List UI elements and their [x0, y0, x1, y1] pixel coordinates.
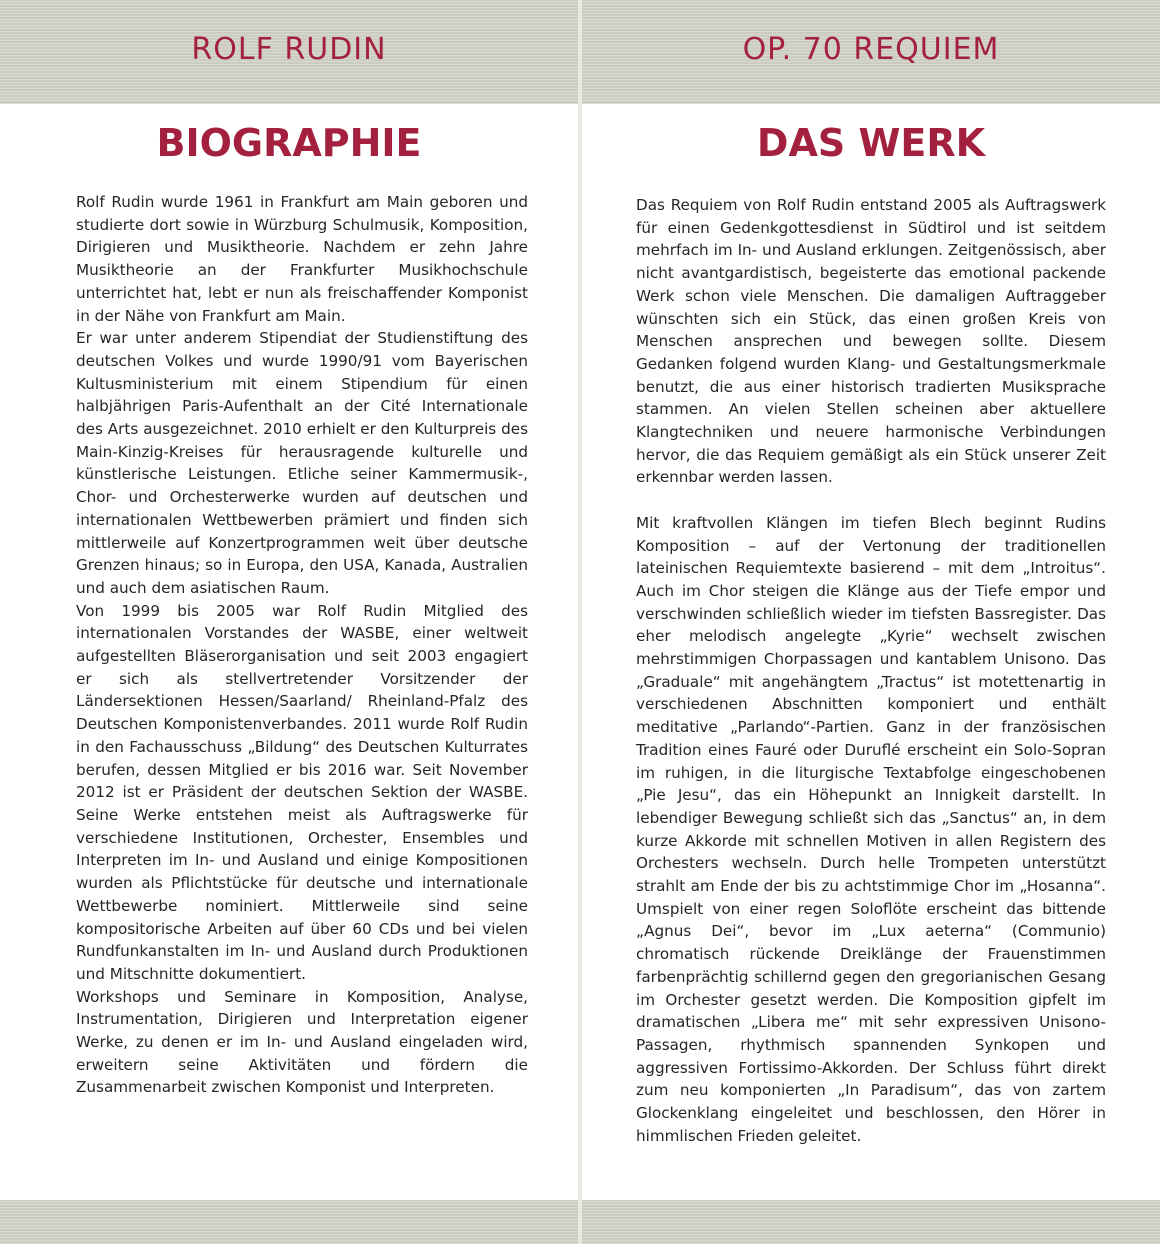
paragraph: Rolf Rudin wurde 1961 in Frankfurt am Main geboren und studierte dort sowie in Würzburg Schulmusik, Komposition, Dirigieren und Musiktheorie. Nachdem er zehn Jahre Musiktheorie an der Frankfurter Musikhochschule unterrichtet hat, lebt er nun als freischaffender Komponist in der Nähe von Frankfurt am Main. [76, 193, 528, 325]
bottom-band [582, 1200, 1160, 1244]
biography-text [76, 191, 528, 1099]
section-title-biographie: BIOGRAPHIE [156, 121, 422, 165]
work-description-text [636, 194, 1106, 1148]
running-head-left: ROLF RUDIN [191, 32, 387, 67]
right-page [582, 0, 1160, 1244]
paragraph: Das Requiem von Rolf Rudin entstand 2005 als Auftragswerk für einen Gedenkgottesdienst in Südtirol und ist seitdem mehrfach im In- und Ausland erklungen. Zeitgenössisch, aber nicht avantgardistisch, begeisterte das emotional packende Werk schon viele Menschen. Die damaligen Auftraggeber wünschten sich ein Stück, das einen großen Kreis von Menschen ansprechen und bewegen sollte. Diesem Gedanken folgend wurden Klang- und Gestaltungsmerkmale benutzt, die aus einer historisch tradierten Musiksprache stammen. An vielen Stellen scheinen aber aktuellere Klangtechniken und neuere harmonische Verbindungen hervor, die das Requiem gemäßigt als ein Stück unserer Zeit erkennbar werden lassen. [636, 196, 1106, 487]
top-band [0, 0, 578, 104]
paragraph: Workshops und Seminare in Komposition, Analyse, Instrumentation, Dirigieren und Interpretation eigener Werke, zu denen er im In- und Ausland eingeladen wird, erweitern seine Aktivitäten und fördern die Zusammenarbeit zwischen Komponist und Interpreten. [76, 987, 528, 1097]
bottom-band [0, 1200, 578, 1244]
left-page [0, 0, 578, 1244]
paragraph: Er war unter anderem Stipendiat der Studienstiftung des deutschen Volkes und wurde 1990/91 vom Bayerischen Kultusministerium mit einem Stipendium für einen halbjährigen Paris-Aufenthalt an der Cité Internationale des Arts ausgezeichnet. 2010 erhielt er den Kulturpreis des Main-Kinzig-Kreises für herausragende kulturelle und künstlerische Leistungen. Etliche seiner Kammermusik-, Chor- und Orchesterwerke wurden auf deutschen und internationalen Wettbewerben prämiert und finden sich mittlerweile auf Konzertprogrammen weit über deutsche Grenzen hinaus; so in Europa, den USA, Kanada, Australien und auch dem asiatischen Raum. [76, 329, 528, 597]
section-title-das-werk: DAS WERK [756, 121, 986, 165]
top-band [582, 0, 1160, 104]
paragraph: Mit kraftvollen Klängen im tiefen Blech beginnt Rudins Komposition – auf der Vertonung der traditionellen lateinischen Requiemtexte basierend – mit dem „Introitus“. Auch im Chor steigen die Klänge aus der Tiefe empor und verschwinden schließlich wieder im tiefsten Bassregister. Das eher melodisch angelegte „Kyrie“ wechselt zwischen mehrstimmigen Chorpassagen und kantablem Unisono. Das „Graduale“ mit angehängtem „Tractus“ ist motettenartig in verschiedenen Abschnitten komponiert und enthält meditative „Parlando“-Partien. Ganz in der französischen Tradition eines Fauré oder Duruflé erscheint ein Solo-Sopran im ruhigen, in die liturgische Textabfolge eingeschobenen „Pie Jesu“, das ein Höhepunkt an Innigkeit darstellt. In lebendiger Bewegung schließt sich das „Sanctus“ an, in dem kurze Akkorde mit schnellen Motiven in allen Registern des Orchesters wechseln. Durch helle Trompeten unterstützt strahlt am Ende der bis zu achtstimmige Chor im „Hosanna“. Umspielt von einer regen Soloflöte erscheint das bittende „Agnus Dei“, bevor im „Lux aeterna“ (Communio) chromatisch rückende Dreiklänge der Frauenstimmen farbenprächtig schillernd gegen den gregorianischen Gesang im Orchester gesetzt werden. Die Komposition gipfelt im dramatischen „Libera me“ mit sehr expressiven Unisono-Passagen, rhythmisch spannenden Synkopen und aggressiven Fortissimo-Akkorden. Der Schluss führt direkt zum neu komponierten „In Paradisum“, das von zartem Glockenklang eingeleitet und beschlossen, den Hörer in himmlischen Frieden geleitet. [636, 513, 1106, 1145]
running-head-right: OP. 70 REQUIEM [742, 32, 1000, 67]
paragraph: Von 1999 bis 2005 war Rolf Rudin Mitglied des internationalen Vorstandes der WASBE, einer weltweit aufgestellten Bläserorganisation und seit 2003 engagiert er sich als stellvertretender Vorsitzender der Ländersektionen Hessen/Saarland/ Rheinland-Pfalz des Deutschen Komponistenverbandes. 2011 wurde Rolf Rudin in den Fachausschuss „Bildung“ des Deutschen Kulturrates berufen, dessen Mitglied er bis 2016 war. Seit November 2012 ist er Präsident der deutschen Sektion der WASBE. Seine Werke entstehen meist als Auftragswerke für verschiedene Institutionen, Orchester, Ensembles und Interpreten im In- und Ausland und einige Kompositionen wurden als Pflichtstücke für deutsche und internationale Wettbewerbe nominiert. Mittlerweile sind seine kompositorische Arbeiten auf über 60 CDs und bei vielen Rundfunkanstalten im In- und Ausland durch Produktionen und Mitschnitte dokumentiert. [76, 601, 528, 983]
